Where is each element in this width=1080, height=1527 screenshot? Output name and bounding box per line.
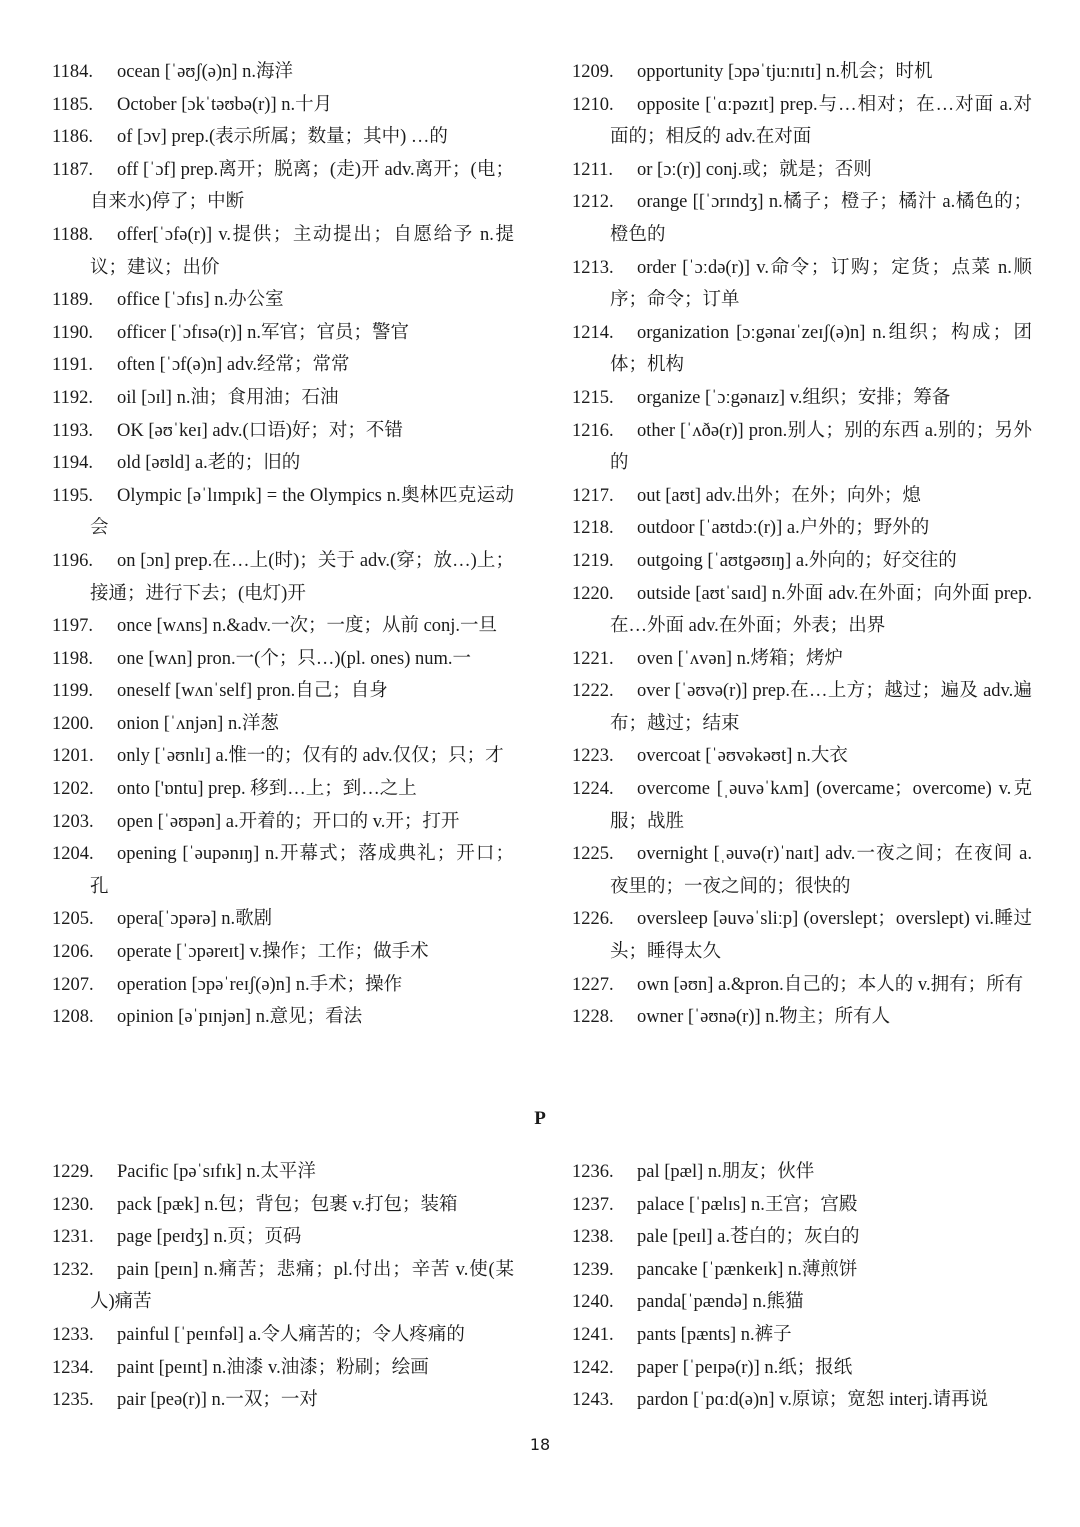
entry xyxy=(572,1352,1032,1385)
entry-number: 1185. xyxy=(52,94,93,115)
entry-text: OK [əʊˈkeɪ] adv.(口语)好；对；不错 xyxy=(117,420,403,441)
entry xyxy=(52,89,514,122)
entry xyxy=(572,1254,1032,1287)
entry xyxy=(52,1221,514,1254)
entry xyxy=(52,773,514,806)
entry-number: 1202. xyxy=(52,779,94,800)
entry-number: 1222. xyxy=(572,681,614,702)
entry-number: 1200. xyxy=(52,713,94,734)
entry-number: 1203. xyxy=(52,811,94,832)
entry xyxy=(572,545,1032,578)
entry-number: 1239. xyxy=(572,1259,614,1280)
entry-text: opinion [əˈpɪnjən] n.意见；看法 xyxy=(117,1007,363,1028)
entry xyxy=(52,219,514,284)
entry-number: 1196. xyxy=(52,550,93,571)
entry-number: 1206. xyxy=(52,942,94,963)
entry-text: only [ˈəʊnlɪ] a.惟一的；仅有的 adv.仅仅；只；才 xyxy=(117,746,504,767)
entry-number: 1231. xyxy=(52,1227,94,1248)
entry xyxy=(52,1156,514,1189)
entry-number: 1186. xyxy=(52,127,93,148)
entry-text: overnight [ˌəuvə(r)ˈnaɪt] adv.一夜之间；在夜间 a.夜里的；一夜之间的；很快的 xyxy=(610,844,1032,897)
entry-number: 1209. xyxy=(572,62,614,82)
entry-text: officer [ˈɔfɪsə(r)] n.军官；官员；警官 xyxy=(117,322,409,343)
entry-number: 1232. xyxy=(52,1259,94,1280)
entry-number: 1237. xyxy=(572,1194,614,1215)
entry-number: 1218. xyxy=(572,518,614,539)
entry xyxy=(52,154,514,219)
entry-number: 1213. xyxy=(572,257,614,278)
entry-number: 1240. xyxy=(572,1292,614,1313)
entry xyxy=(52,708,514,741)
entry xyxy=(572,252,1032,317)
entry xyxy=(572,186,1032,251)
entry-number: 1215. xyxy=(572,387,614,408)
entry xyxy=(52,740,514,773)
entry-text: pants [pænts] n.裤子 xyxy=(637,1324,792,1345)
entry-text: outgoing [ˈaʊtgəʊɪŋ] a.外向的；好交往的 xyxy=(637,550,957,571)
entry-number: 1227. xyxy=(572,974,614,995)
entry-text: operation [ɔpəˈreɪʃ(ə)n] n.手术；操作 xyxy=(117,974,403,995)
column-bottom-right xyxy=(572,1156,1032,1417)
entry-text: outside [aʊtˈsaɪd] n.外面 adv.在外面；向外面 prep.在…外面 adv.在外面；外表；出界 xyxy=(610,583,1032,637)
entry-text: pain [peɪn] n.痛苦；悲痛；pl.付出；辛苦 v.使(某人)痛苦 xyxy=(90,1259,514,1313)
entry-number: 1243. xyxy=(572,1390,614,1411)
entry-text: pack [pæk] n.包；背包；包裹 v.打包；装箱 xyxy=(117,1194,458,1215)
entry xyxy=(52,969,514,1002)
entry-text: pardon [ˈpɑːd(ə)n] v.原谅；宽恕 interj.请再说 xyxy=(637,1390,989,1411)
entry-text: onto ['ɒntu] prep. 移到…上；到…之上 xyxy=(117,779,417,800)
entry xyxy=(52,382,514,415)
entry-text: oven [ˈʌvən] n.烤箱；烤炉 xyxy=(637,648,844,669)
entry xyxy=(572,773,1032,838)
entry xyxy=(572,415,1032,480)
entry xyxy=(572,154,1032,187)
entry xyxy=(572,1286,1032,1319)
entry-text: out [aʊt] adv.出外；在外；向外；熄 xyxy=(637,485,921,506)
entry-text: overcoat [ˈəʊvəkəʊt] n.大衣 xyxy=(637,746,848,767)
page-number: 18 xyxy=(529,1435,551,1454)
entry-text: old [əʊld] a.老的；旧的 xyxy=(117,453,301,474)
entry-text: office [ˈɔfɪs] n.办公室 xyxy=(117,290,284,311)
entry-number: 1226. xyxy=(572,909,614,930)
entry-text: paint [peɪnt] n.油漆 v.油漆；粉刷；绘画 xyxy=(117,1357,429,1378)
entry-number: 1201. xyxy=(52,746,94,767)
entry-number: 1225. xyxy=(572,844,614,865)
entry xyxy=(572,1189,1032,1222)
entry xyxy=(52,284,514,317)
entry-text: pancake [ˈpænkeɪk] n.薄煎饼 xyxy=(637,1259,858,1280)
entry xyxy=(572,89,1032,154)
entry-number: 1228. xyxy=(572,1007,614,1028)
entry-text: owner [ˈəʊnə(r)] n.物主；所有人 xyxy=(637,1007,891,1028)
entry-text: opposite [ˈɑːpəzɪt] prep.与…相对；在…对面 a.对面的；相反的 adv.在对面 xyxy=(610,94,1032,148)
entry-number: 1229. xyxy=(52,1162,94,1182)
entry xyxy=(572,512,1032,545)
entry xyxy=(52,1352,514,1385)
entry-text: order [ˈɔːdə(r)] v.命令；订购；定货；点菜 n.顺序；命令；订单 xyxy=(610,257,1032,311)
entry-text: October [ɔkˈtəʊbə(r)] n.十月 xyxy=(117,94,333,115)
entry xyxy=(52,121,514,154)
entry xyxy=(572,969,1032,1002)
entry xyxy=(572,675,1032,740)
entry-number: 1204. xyxy=(52,844,94,865)
entry-text: offer[ˈɔfə(r)] v.提供；主动提出；自愿给予 n.提议；建议；出价 xyxy=(90,224,514,278)
entry-number: 1221. xyxy=(572,648,614,669)
entry-number: 1190. xyxy=(52,322,93,343)
entry-text: of [ɔv] prep.(表示所属；数量；其中) …的 xyxy=(117,127,448,148)
entry xyxy=(52,317,514,350)
entry-number: 1189. xyxy=(52,290,93,311)
entry-text: organize [ˈɔːgənaɪz] v.组织；安排；筹备 xyxy=(637,387,951,408)
entry xyxy=(52,610,514,643)
entry xyxy=(52,643,514,676)
entry xyxy=(52,806,514,839)
entry xyxy=(572,838,1032,903)
entry-text: or [ɔː(r)] conj.或；就是；否则 xyxy=(637,159,872,180)
entry-text: opening [ˈəupənɪŋ] n.开幕式；落成典礼；开口；孔 xyxy=(90,844,514,897)
entry-number: 1219. xyxy=(572,550,614,571)
entry xyxy=(572,1001,1032,1034)
entry xyxy=(572,643,1032,676)
entry-text: on [ɔn] prep.在…上(时)；关于 adv.(穿；放…)上；接通；进行下去；(电灯)开 xyxy=(90,550,514,604)
entry-number: 1233. xyxy=(52,1324,94,1345)
entry-number: 1216. xyxy=(572,420,614,441)
entry xyxy=(572,1156,1032,1189)
entry-text: Olympic [əˈlɪmpɪk] = the Olympics n.奥林匹克运动会 xyxy=(90,485,514,539)
entry-text: oil [ɔɪl] n.油；食用油；石油 xyxy=(117,387,339,408)
entry xyxy=(572,480,1032,513)
entry xyxy=(52,545,514,610)
column-top-left xyxy=(52,56,514,1034)
entry xyxy=(572,578,1032,643)
entry-text: operate [ˈɔpəreɪt] v.操作；工作；做手术 xyxy=(117,942,429,963)
entry-text: oversleep [əuvəˈsliːp] (overslept；overslept) vi.睡过头；睡得太久 xyxy=(610,909,1032,963)
entry xyxy=(52,349,514,382)
entry xyxy=(52,480,514,545)
entry-text: pal [pæl] n.朋友；伙伴 xyxy=(637,1162,815,1182)
entry xyxy=(572,56,1032,89)
entry-text: often [ˈɔf(ə)n] adv.经常；常常 xyxy=(117,355,350,376)
entry-number: 1212. xyxy=(572,192,614,213)
entry-number: 1199. xyxy=(52,681,93,702)
entry-number: 1198. xyxy=(52,648,93,669)
entry xyxy=(52,56,514,89)
entry-number: 1230. xyxy=(52,1194,94,1215)
entry-text: outdoor [ˈaʊtdɔː(r)] a.户外的；野外的 xyxy=(637,518,930,539)
entry-text: Pacific [pəˈsɪfɪk] n.太平洋 xyxy=(117,1162,316,1182)
entry-number: 1192. xyxy=(52,387,93,408)
entry-number: 1242. xyxy=(572,1357,614,1378)
entry-number: 1214. xyxy=(572,322,614,343)
entry-number: 1187. xyxy=(52,159,93,180)
entry-number: 1193. xyxy=(52,420,93,441)
entry-number: 1223. xyxy=(572,746,614,767)
entry-text: opera[ˈɔpərə] n.歌剧 xyxy=(117,909,273,930)
entry-number: 1234. xyxy=(52,1357,94,1378)
entry-number: 1217. xyxy=(572,485,614,506)
entry xyxy=(52,936,514,969)
entry-number: 1207. xyxy=(52,974,94,995)
entry-text: panda[ˈpændə] n.熊猫 xyxy=(637,1292,804,1313)
entry xyxy=(52,447,514,480)
entry-text: pair [peə(r)] n.一双；一对 xyxy=(117,1390,318,1411)
entry-number: 1188. xyxy=(52,224,93,245)
column-top-right xyxy=(572,56,1032,1034)
entry-number: 1224. xyxy=(572,779,614,800)
entry-text: page [peɪdʒ] n.页；页码 xyxy=(117,1227,302,1248)
entry-number: 1184. xyxy=(52,62,93,82)
entry-number: 1220. xyxy=(572,583,614,604)
entry xyxy=(572,903,1032,968)
entry-text: orange [[ˈɔrɪndʒ] n.橘子；橙子；橘汁 a.橘色的；橙色的 xyxy=(610,192,1032,245)
entry-text: opportunity [ɔpəˈtjuːnɪtɪ] n.机会；时机 xyxy=(637,62,933,82)
entry-text: painful [ˈpeɪnfəl] a.令人痛苦的；令人疼痛的 xyxy=(117,1324,465,1345)
entry-text: ocean [ˈəʊʃ(ə)n] n.海洋 xyxy=(117,62,294,82)
entry-text: palace [ˈpælɪs] n.王宫；宫殿 xyxy=(637,1194,858,1215)
entry-text: one [wʌn] pron.一(个；只…)(pl. ones) num.一 xyxy=(117,648,472,669)
entry xyxy=(52,675,514,708)
entry-number: 1241. xyxy=(572,1324,614,1345)
entry-number: 1205. xyxy=(52,909,94,930)
entry-text: pale [peɪl] a.苍白的；灰白的 xyxy=(637,1227,860,1248)
entry xyxy=(52,1001,514,1034)
entry-number: 1235. xyxy=(52,1390,94,1411)
entry xyxy=(572,740,1032,773)
entry-text: overcome [ˌəuvəˈkʌm] (overcame；overcome) v.克服；战胜 xyxy=(610,779,1032,832)
entry xyxy=(572,382,1032,415)
entry-number: 1208. xyxy=(52,1007,94,1028)
entry-number: 1191. xyxy=(52,355,93,376)
entry-text: open [ˈəʊpən] a.开着的；开口的 v.开；打开 xyxy=(117,811,460,832)
entry xyxy=(52,1254,514,1319)
column-bottom-left xyxy=(52,1156,514,1417)
entry xyxy=(52,1319,514,1352)
entry-text: over [ˈəʊvə(r)] prep.在…上方；越过；遍及 adv.遍布；越过；结束 xyxy=(610,681,1032,734)
entry xyxy=(572,1221,1032,1254)
entry-text: own [əʊn] a.&pron.自己的；本人的 v.拥有；所有 xyxy=(637,974,1024,995)
entry-text: other [ˈʌðə(r)] pron.别人；别的东西 a.别的；另外的 xyxy=(610,420,1032,474)
entry-number: 1194. xyxy=(52,453,93,474)
entry xyxy=(52,415,514,448)
entry-text: onion [ˈʌnjən] n.洋葱 xyxy=(117,713,279,734)
entry-text: off [ˈɔf] prep.离开；脱离；(走)开 adv.离开；(电；自来水)停了；中断 xyxy=(90,159,514,213)
entry xyxy=(52,838,514,903)
entry xyxy=(572,1319,1032,1352)
entry-number: 1197. xyxy=(52,616,93,637)
entry-number: 1238. xyxy=(572,1227,614,1248)
entry xyxy=(572,1384,1032,1417)
entry-number: 1210. xyxy=(572,94,614,115)
entry-number: 1236. xyxy=(572,1162,614,1182)
entry-text: oneself [wʌnˈself] pron.自己；自身 xyxy=(117,681,388,702)
entry-text: paper [ˈpeɪpə(r)] n.纸；报纸 xyxy=(637,1357,853,1378)
entry xyxy=(52,903,514,936)
section-letter: P xyxy=(534,1108,546,1129)
entry-number: 1211. xyxy=(572,159,613,180)
entry-text: once [wʌns] n.&adv.一次；一度；从前 conj.一旦 xyxy=(117,616,498,637)
entry xyxy=(52,1384,514,1417)
entry-number: 1195. xyxy=(52,485,93,506)
entry xyxy=(52,1189,514,1222)
entry xyxy=(572,317,1032,382)
entry-text: organization [ɔːgənaɪˈzeɪʃ(ə)n] n.组织；构成；团体；机构 xyxy=(610,322,1032,376)
